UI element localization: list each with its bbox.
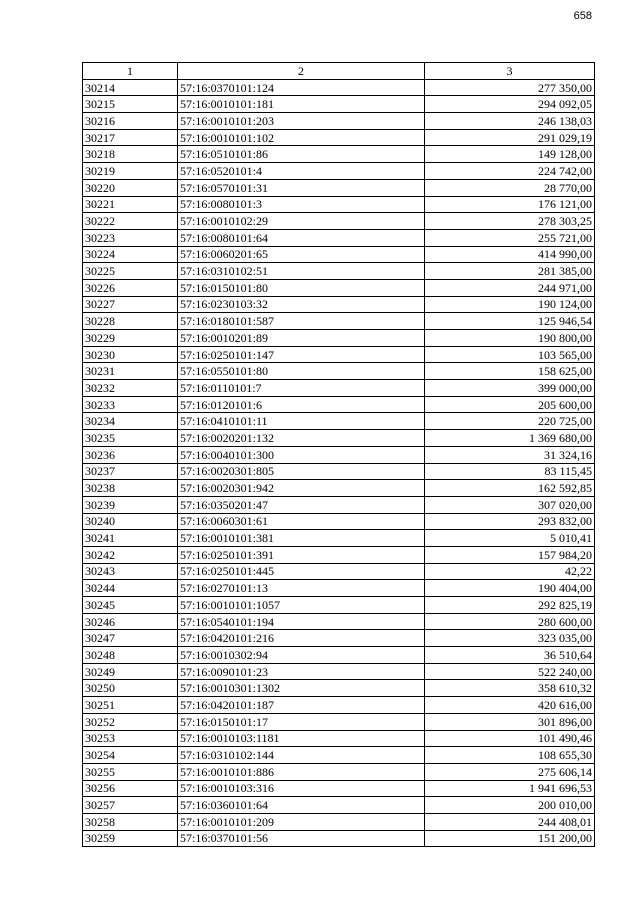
cadastral-number-cell: 57:16:0250101:147 — [178, 346, 425, 363]
cadastral-number-cell: 57:16:0420101:216 — [178, 630, 425, 647]
value-cell: 420 616,00 — [425, 697, 595, 714]
table-row — [83, 380, 595, 397]
value-cell: 108 655,30 — [425, 747, 595, 764]
table-row — [83, 613, 595, 630]
cadastral-number-cell: 57:16:0350201:47 — [178, 496, 425, 513]
value-cell: 151 200,00 — [425, 830, 595, 847]
value-cell: 278 303,25 — [425, 213, 595, 230]
row-number-cell: 30221 — [83, 196, 178, 213]
cadastral-number-cell: 57:16:0370101:124 — [178, 79, 425, 96]
table-row — [83, 630, 595, 647]
row-number-cell: 30245 — [83, 597, 178, 614]
cadastral-number-cell: 57:16:0010103:316 — [178, 780, 425, 797]
row-number-cell: 30249 — [83, 663, 178, 680]
value-cell: 1 369 680,00 — [425, 430, 595, 447]
value-cell: 281 385,00 — [425, 263, 595, 280]
cadastral-number-cell: 57:16:0010101:102 — [178, 129, 425, 146]
table-row — [83, 346, 595, 363]
page-number: 658 — [573, 10, 592, 22]
row-number-cell: 30214 — [83, 79, 178, 96]
row-number-cell: 30250 — [83, 680, 178, 697]
cadastral-number-cell: 57:16:0250101:445 — [178, 563, 425, 580]
value-cell: 83 115,45 — [425, 463, 595, 480]
table-row — [83, 330, 595, 347]
value-cell: 414 990,00 — [425, 246, 595, 263]
value-cell: 36 510,64 — [425, 647, 595, 664]
row-number-cell: 30231 — [83, 363, 178, 380]
table-row — [83, 563, 595, 580]
cadastral-number-cell: 57:16:0540101:194 — [178, 613, 425, 630]
value-cell: 244 971,00 — [425, 279, 595, 296]
row-number-cell: 30224 — [83, 246, 178, 263]
table-row — [83, 396, 595, 413]
value-cell: 280 600,00 — [425, 613, 595, 630]
cadastral-number-cell: 57:16:0410101:11 — [178, 413, 425, 430]
row-number-cell: 30247 — [83, 630, 178, 647]
table-row — [83, 446, 595, 463]
table-row — [83, 96, 595, 113]
table-row — [83, 263, 595, 280]
table-row — [83, 213, 595, 230]
value-cell: 101 490,46 — [425, 730, 595, 747]
table-row — [83, 246, 595, 263]
row-number-cell: 30246 — [83, 613, 178, 630]
value-cell: 307 020,00 — [425, 496, 595, 513]
value-cell: 358 610,32 — [425, 680, 595, 697]
row-number-cell: 30237 — [83, 463, 178, 480]
cadastral-number-cell: 57:16:0230103:32 — [178, 296, 425, 313]
value-cell: 158 625,00 — [425, 363, 595, 380]
table-row — [83, 780, 595, 797]
value-cell: 157 984,20 — [425, 546, 595, 563]
cadastral-number-cell: 57:16:0310102:144 — [178, 747, 425, 764]
cadastral-number-cell: 57:16:0010101:1057 — [178, 597, 425, 614]
table-row — [83, 813, 595, 830]
table-row — [83, 663, 595, 680]
value-cell: 323 035,00 — [425, 630, 595, 647]
cadastral-number-cell: 57:16:0010302:94 — [178, 647, 425, 664]
table-row — [83, 196, 595, 213]
row-number-cell: 30222 — [83, 213, 178, 230]
table-row — [83, 79, 595, 96]
table-row — [83, 597, 595, 614]
value-cell: 190 800,00 — [425, 330, 595, 347]
row-number-cell: 30252 — [83, 713, 178, 730]
row-number-cell: 30238 — [83, 480, 178, 497]
value-cell: 294 092,05 — [425, 96, 595, 113]
row-number-cell: 30258 — [83, 813, 178, 830]
row-number-cell: 30253 — [83, 730, 178, 747]
column-header-1: 1 — [83, 63, 178, 80]
cadastral-number-cell: 57:16:0150101:80 — [178, 279, 425, 296]
row-number-cell: 30223 — [83, 229, 178, 246]
cadastral-number-cell: 57:16:0010102:29 — [178, 213, 425, 230]
cadastral-number-cell: 57:16:0010101:181 — [178, 96, 425, 113]
cadastral-number-cell: 57:16:0360101:64 — [178, 797, 425, 814]
value-cell: 42,22 — [425, 563, 595, 580]
row-number-cell: 30240 — [83, 513, 178, 530]
table-row — [83, 580, 595, 597]
value-cell: 190 404,00 — [425, 580, 595, 597]
table-row — [83, 146, 595, 163]
value-cell: 301 896,00 — [425, 713, 595, 730]
table-row — [83, 763, 595, 780]
cadastral-number-cell: 57:16:0010103:1181 — [178, 730, 425, 747]
cadastral-number-cell: 57:16:0180101:587 — [178, 313, 425, 330]
row-number-cell: 30256 — [83, 780, 178, 797]
value-cell: 522 240,00 — [425, 663, 595, 680]
value-cell: 190 124,00 — [425, 296, 595, 313]
row-number-cell: 30229 — [83, 330, 178, 347]
cadastral-number-cell: 57:16:0020301:805 — [178, 463, 425, 480]
row-number-cell: 30257 — [83, 797, 178, 814]
table-row — [83, 129, 595, 146]
table-row — [83, 697, 595, 714]
row-number-cell: 30234 — [83, 413, 178, 430]
value-cell: 246 138,03 — [425, 113, 595, 130]
value-cell: 28 770,00 — [425, 179, 595, 196]
table-row — [83, 647, 595, 664]
value-cell: 293 832,00 — [425, 513, 595, 530]
table-row — [83, 229, 595, 246]
row-number-cell: 30225 — [83, 263, 178, 280]
cadastral-number-cell: 57:16:0010101:203 — [178, 113, 425, 130]
cadastral-number-cell: 57:16:0060201:65 — [178, 246, 425, 263]
row-number-cell: 30259 — [83, 830, 178, 847]
value-cell: 220 725,00 — [425, 413, 595, 430]
value-cell: 125 946,54 — [425, 313, 595, 330]
row-number-cell: 30218 — [83, 146, 178, 163]
row-number-cell: 30217 — [83, 129, 178, 146]
row-number-cell: 30220 — [83, 179, 178, 196]
cadastral-number-cell: 57:16:0120101:6 — [178, 396, 425, 413]
value-cell: 292 825,19 — [425, 597, 595, 614]
cadastral-number-cell: 57:16:0310102:51 — [178, 263, 425, 280]
cadastral-number-cell: 57:16:0110101:7 — [178, 380, 425, 397]
cadastral-number-cell: 57:16:0570101:31 — [178, 179, 425, 196]
value-cell: 149 128,00 — [425, 146, 595, 163]
row-number-cell: 30255 — [83, 763, 178, 780]
row-number-cell: 30248 — [83, 647, 178, 664]
value-cell: 200 010,00 — [425, 797, 595, 814]
cadastral-number-cell: 57:16:0040101:300 — [178, 446, 425, 463]
row-number-cell: 30244 — [83, 580, 178, 597]
row-number-cell: 30254 — [83, 747, 178, 764]
table-row — [83, 413, 595, 430]
row-number-cell: 30219 — [83, 163, 178, 180]
cadastral-number-cell: 57:16:0010101:886 — [178, 763, 425, 780]
table-row — [83, 313, 595, 330]
row-number-cell: 30239 — [83, 496, 178, 513]
value-cell: 1 941 696,53 — [425, 780, 595, 797]
row-number-cell: 30227 — [83, 296, 178, 313]
cadastral-number-cell: 57:16:0520101:4 — [178, 163, 425, 180]
cadastral-number-cell: 57:16:0020301:942 — [178, 480, 425, 497]
cadastral-number-cell: 57:16:0090101:23 — [178, 663, 425, 680]
table-row — [83, 530, 595, 547]
cadastral-number-cell: 57:16:0270101:13 — [178, 580, 425, 597]
table-row — [83, 680, 595, 697]
table-row — [83, 496, 595, 513]
table-row — [83, 363, 595, 380]
row-number-cell: 30251 — [83, 697, 178, 714]
value-cell: 162 592,85 — [425, 480, 595, 497]
table-row — [83, 179, 595, 196]
cadastral-number-cell: 57:16:0010301:1302 — [178, 680, 425, 697]
table-row — [83, 730, 595, 747]
row-number-cell: 30228 — [83, 313, 178, 330]
value-cell: 291 029,19 — [425, 129, 595, 146]
value-cell: 277 350,00 — [425, 79, 595, 96]
column-header-2: 2 — [178, 63, 425, 80]
cadastral-number-cell: 57:16:0020201:132 — [178, 430, 425, 447]
cadastral-number-cell: 57:16:0370101:56 — [178, 830, 425, 847]
value-cell: 103 565,00 — [425, 346, 595, 363]
table-body — [83, 79, 595, 847]
table-row — [83, 480, 595, 497]
cadastral-number-cell: 57:16:0510101:86 — [178, 146, 425, 163]
cadastral-number-cell: 57:16:0010101:209 — [178, 813, 425, 830]
table-row — [83, 546, 595, 563]
row-number-cell: 30235 — [83, 430, 178, 447]
value-cell: 255 721,00 — [425, 229, 595, 246]
row-number-cell: 30233 — [83, 396, 178, 413]
row-number-cell: 30241 — [83, 530, 178, 547]
row-number-cell: 30243 — [83, 563, 178, 580]
value-cell: 399 000,00 — [425, 380, 595, 397]
value-cell: 31 324,16 — [425, 446, 595, 463]
row-number-cell: 30236 — [83, 446, 178, 463]
value-cell: 275 606,14 — [425, 763, 595, 780]
value-cell: 5 010,41 — [425, 530, 595, 547]
table-row — [83, 747, 595, 764]
table-row — [83, 163, 595, 180]
row-number-cell: 30242 — [83, 546, 178, 563]
row-number-cell: 30232 — [83, 380, 178, 397]
table-row — [83, 296, 595, 313]
table-row — [83, 463, 595, 480]
value-cell: 244 408,01 — [425, 813, 595, 830]
table-header-row — [83, 63, 595, 80]
value-cell: 224 742,00 — [425, 163, 595, 180]
row-number-cell: 30215 — [83, 96, 178, 113]
table-row — [83, 713, 595, 730]
cadastral-number-cell: 57:16:0010101:381 — [178, 530, 425, 547]
cadastral-number-cell: 57:16:0060301:61 — [178, 513, 425, 530]
table-row — [83, 113, 595, 130]
table-row — [83, 797, 595, 814]
table-row — [83, 830, 595, 847]
value-cell: 176 121,00 — [425, 196, 595, 213]
cadastral-number-cell: 57:16:0420101:187 — [178, 697, 425, 714]
row-number-cell: 30216 — [83, 113, 178, 130]
table-row — [83, 513, 595, 530]
table-row — [83, 430, 595, 447]
cadastral-number-cell: 57:16:0080101:3 — [178, 196, 425, 213]
cadastral-number-cell: 57:16:0010201:89 — [178, 330, 425, 347]
table-row — [83, 279, 595, 296]
value-cell: 205 600,00 — [425, 396, 595, 413]
data-table — [82, 62, 595, 847]
cadastral-number-cell: 57:16:0550101:80 — [178, 363, 425, 380]
row-number-cell: 30226 — [83, 279, 178, 296]
row-number-cell: 30230 — [83, 346, 178, 363]
cadastral-number-cell: 57:16:0150101:17 — [178, 713, 425, 730]
column-header-3: 3 — [425, 63, 595, 80]
cadastral-number-cell: 57:16:0250101:391 — [178, 546, 425, 563]
cadastral-number-cell: 57:16:0080101:64 — [178, 229, 425, 246]
